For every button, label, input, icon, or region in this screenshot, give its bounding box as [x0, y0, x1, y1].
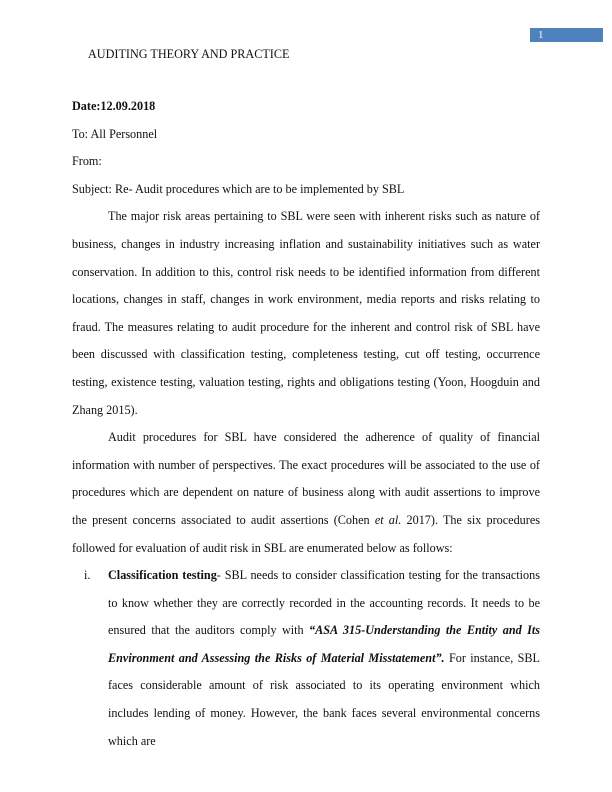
memo-from: From:: [72, 154, 102, 169]
standard-reference: “ASA 315-Understanding the Entity and Its Environment and Assessing the Risks of Material Misstatement”.: [108, 623, 540, 665]
memo-date: Date:12.09.2018: [72, 99, 156, 113]
list-item-title: Classification testing: [108, 568, 217, 583]
page-number: 1: [530, 28, 603, 42]
paragraph-risk-areas: The major risk areas pertaining to SBL were seen with inherent risks such as nature of business, changes in industry increasing inflation and sustainability initiatives such as water conservation. In addition to this, control risk needs to be identified information from different locations, changes in staff, changes in work environment, media reports and risks relating to fraud. The measures relating to audit procedure for the inherent and control risk of SBL have been discussed with classification testing, completeness testing, cut off testing, occurrence testing, existence testing, valuation testing, rights and obligations testing (Yoon, Hoogduin and Zhang 2015).: [72, 209, 540, 417]
document-body: [72, 93, 540, 755]
memo-subject: Subject: Re- Audit procedures which are to be implemented by SBL: [72, 181, 405, 196]
procedure-list: [72, 562, 540, 755]
paragraph-audit-procedures: Audit procedures for SBL have considered the adherence of quality of financial information with number of perspectives. The exact procedures will be associated to the use of procedures which are dependent on nature of business along with audit assertions to improve the present concerns associated to audit assertions (Cohen et al. 2017). The six procedures followed for evaluation of audit risk in SBL are enumerated below as follows:: [72, 430, 540, 555]
memo-to: To: All Personnel: [72, 126, 158, 141]
running-header: AUDITING THEORY AND PRACTICE: [88, 47, 290, 61]
list-item: i. Classification testing- SBL needs to consider classification testing for the transactions to know whether they are correctly recorded in the accounting records. It needs to be ensured that the auditors comply with “ASA 315-Understanding the Entity and Its Environment and Assessing the Risks of Material Misstatement”. For instance, SBL faces considerable amount of risk associated to its operating environment which includes lending of money. However, the bank faces several environmental concerns which are: [72, 562, 540, 755]
list-number: i.: [84, 568, 91, 583]
